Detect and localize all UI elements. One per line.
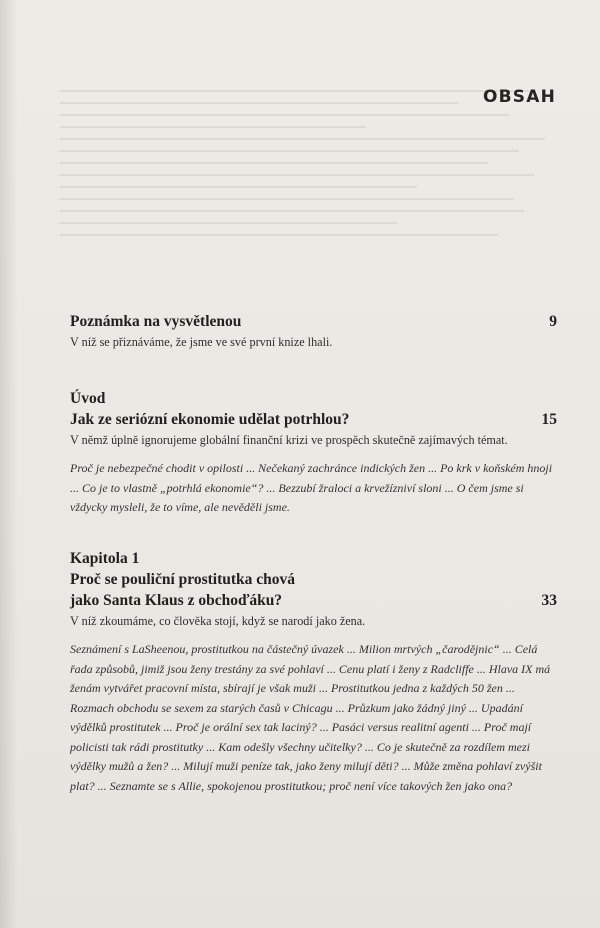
toc-entry-intro[interactable] <box>70 388 557 518</box>
page-number: 15 <box>541 411 557 428</box>
entry-description: V níž zkoumáme, co člověka stojí, když se narodí jako žena. <box>70 614 366 628</box>
contents-heading: OBSAH <box>482 87 556 107</box>
entry-description: V němž úplně ignorujeme globální finanční krizi ve prospěch skutečně zajímavých témat. <box>70 433 508 447</box>
section-label: Úvod <box>70 390 106 407</box>
entry-title: Poznámka na vysvětlenou <box>70 313 242 330</box>
entry-title-line-2: jako Santa Klaus z obchoďáku? <box>70 592 283 609</box>
chapter-label: Kapitola 1 <box>70 550 140 567</box>
entry-description: V níž se přiznáváme, že jsme ve své první knize lhali. <box>70 335 333 349</box>
entry-title: Jak ze seriózní ekonomie udělat potrhlou? <box>70 411 350 428</box>
toc-entry-note[interactable] <box>70 311 557 351</box>
entry-summary: Proč je nebezpečné chodit v opilosti ... Nečekaný zachránce indických žen ... Po krk v koňském hnoji ... Co je to vlastně „potrhlá ekonomie“? ... Bezzubí žraloci a krvežízniví sloni ... O čem jsme si vždycky mysleli, že to víme, ale nevěděli jsme. <box>70 461 553 514</box>
page-number: 9 <box>549 313 557 330</box>
page-number: 33 <box>541 592 557 609</box>
bleed-through-text <box>60 80 570 340</box>
entry-title-line-1: Proč se pouliční prostitutka chová <box>70 571 296 588</box>
entry-summary: Seznámení s LaSheenou, prostitutkou na částečný úvazek ... Milion mrtvých „čarodějnic“ ... Celá řada způsobů, jimiž jsou ženy trestány za své pohlaví ... Cenu platí i ženy z Radcliffe ... Hlava IX má ženám vytvářet pracovní místa, sbírají je však muži ... Prostitutkou jedna z každých 50 žen ... Rozmach obchodu se sexem za starých časů v Chicagu ... Průzkum jako žádný jiný ... Upadání výdělků prostitutek ... Proč je orální sex tak laciný? ... Pasáci versus realitní agenti ... Proč mají policisti tak rádi prostitutky ... Kam odešly všechny učitelky? ... Co je skutečně za rozdílem mezi výdělky mužů a žen? ... Milují muži peníze tak, jako ženy milují děti? ... Může změna pohlaví zvýšit plat? ... Seznamte se s Allie, spokojenou prostitutkou; proč není více takových žen jako ona? <box>70 642 551 793</box>
toc-entry-chapter-1[interactable] <box>70 548 557 796</box>
